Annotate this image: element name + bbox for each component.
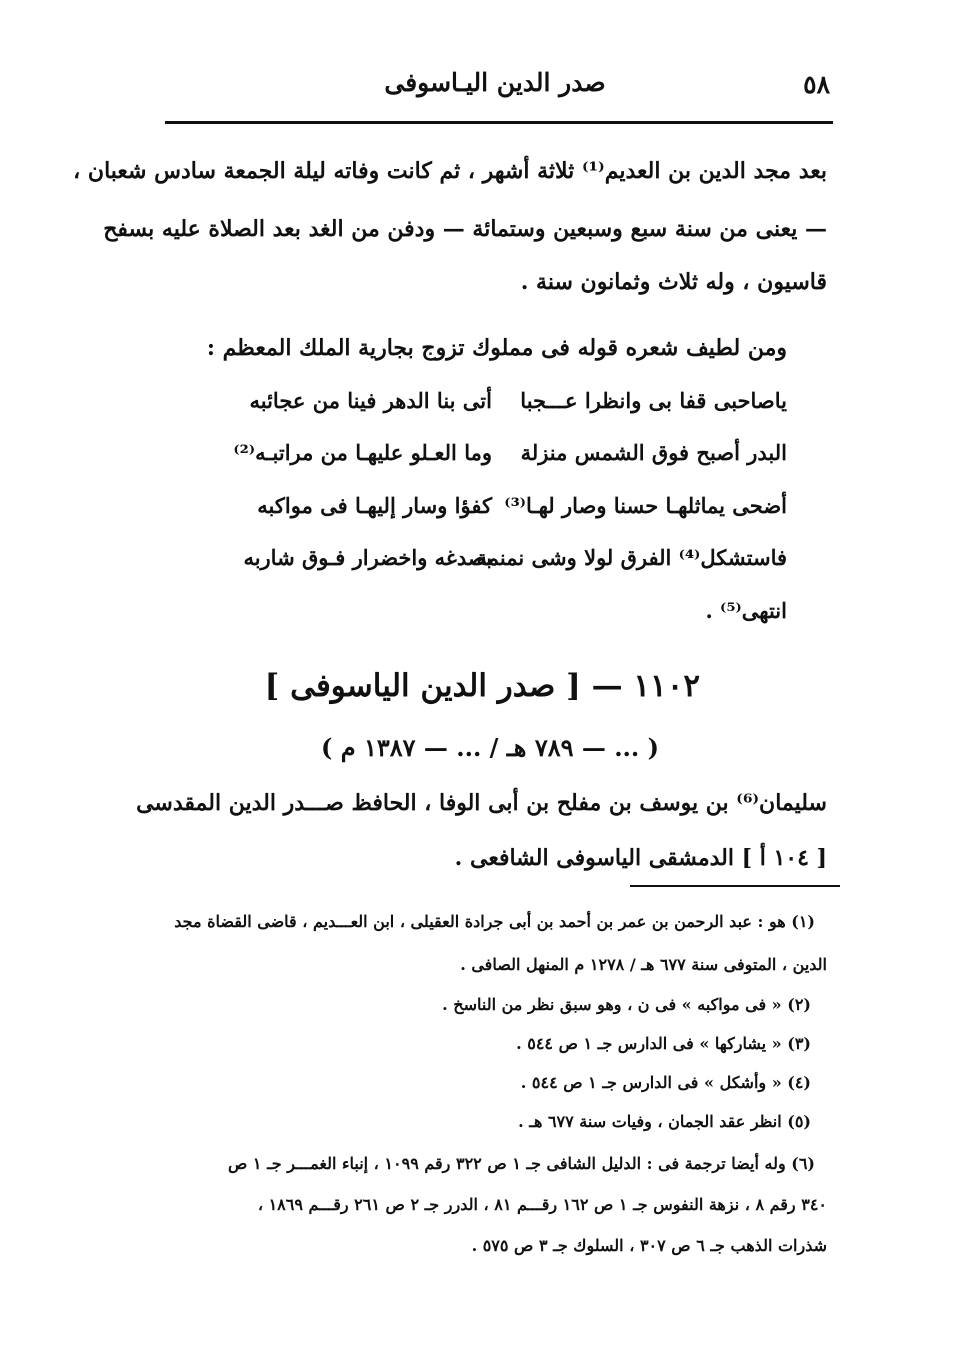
verse-3-first-hemistich: أضحى يماثلهـا حسنا وصار لهـا⁽³⁾ [504,493,787,518]
body-line-1: بعد مجد الدين بن العديم⁽¹⁾ ثلاثة أشهر ، ثم كانت وفاته ليلة الجمعة سادس شعبان ، [73,158,827,184]
footnote-6-line-1: (٦) وله أيضا ترجمة فى : الدليل الشافى جـ ١ ص ٣٢٢ رقم ١٠٩٩ ، إنباء الغمـــر جـ ١ ص [228,1154,815,1173]
entry-line-2: [ ١٠٤ أ ] الدمشقى الياسوفى الشافعى . [454,845,827,871]
footnote-2: (٢) « فى مواكبه » فى ن ، وهو سبق نظر من الناسخ . [442,995,811,1014]
verse-4-first-hemistich: فاستشكل⁽⁴⁾ الفرق لولا وشى نمنمة [476,545,787,570]
entry-line-1: سليمان⁽⁶⁾ بن يوسف بن مفلح بن أبى الوفا ، الحافظ صـــدر الدين المقدسى [136,790,827,816]
header-rule [165,121,833,124]
entry-heading: ١١٠٢ — [ صدر الدين الياسوفى ] [264,668,700,704]
running-header-title: صدر الدين اليـاسوفى [384,68,606,97]
body-line-2: — يعنى من سنة سبع وسبعين وستمائة — ودفن من الغد بعد الصلاة عليه بسفح [103,216,827,242]
poem-ending: انتهى⁽⁵⁾ . [705,598,787,623]
page-number: ٥٨ [803,70,830,99]
verse-2-second-hemistich: وما العـلو عليهـا من مراتبـه⁽²⁾ [233,440,492,465]
footnote-1-line-1: (١) هو : عبد الرحمن بن عمر بن أحمد بن أبى جرادة العقيلى ، ابن العـــديم ، قاضى القضاة مجد [174,912,815,931]
body-line-3: قاسيون ، وله ثلاث وثمانون سنة . [520,269,827,295]
footnote-1-line-2: الدين ، المتوفى سنة ٦٧٧ هـ / ١٢٧٨ م المنهل الصافى . [460,955,827,974]
footnote-5: (٥) انظر عقد الجمان ، وفيات سنة ٦٧٧ هـ . [518,1112,811,1131]
footnote-6-line-2: ٣٤٠ رقم ٨ ، نزهة النفوس جـ ١ ص ١٦٢ رقـــم ٨١ ، الدرر جـ ٢ ص ٢٦١ رقـــم ١٨٦٩ ، [257,1195,827,1214]
verse-4-second-hemistich: بصدغه واخضرار فـوق شاربه [243,545,492,570]
footnote-rule [630,885,840,887]
verse-2-first-hemistich: البدر أصبح فوق الشمس منزلة [520,440,787,465]
poem-intro: ومن لطيف شعره قوله فى مملوك تزوج بجارية الملك المعظم : [206,335,787,361]
footnote-4: (٤) « وأشكل » فى الدارس جـ ١ ص ٥٤٤ . [520,1073,811,1092]
verse-1-first-hemistich: ياصاحبى قفا بى وانظرا عـــجبا [520,388,787,413]
footnote-6-line-3: شذرات الذهب جـ ٦ ص ٣٠٧ ، السلوك جـ ٣ ص ٥٧٥ . [471,1236,827,1255]
entry-dates: ( ... — ٧٨٩ هـ / ... — ١٣٨٧ م ) [321,733,659,762]
verse-1-second-hemistich: أتى بنا الدهر فينا من عجائبه [249,388,492,413]
verse-3-second-hemistich: كفؤا وسار إليهـا فى مواكبه [257,493,492,518]
footnote-3: (٣) « يشاركها » فى الدارس جـ ١ ص ٥٤٤ . [516,1034,811,1053]
